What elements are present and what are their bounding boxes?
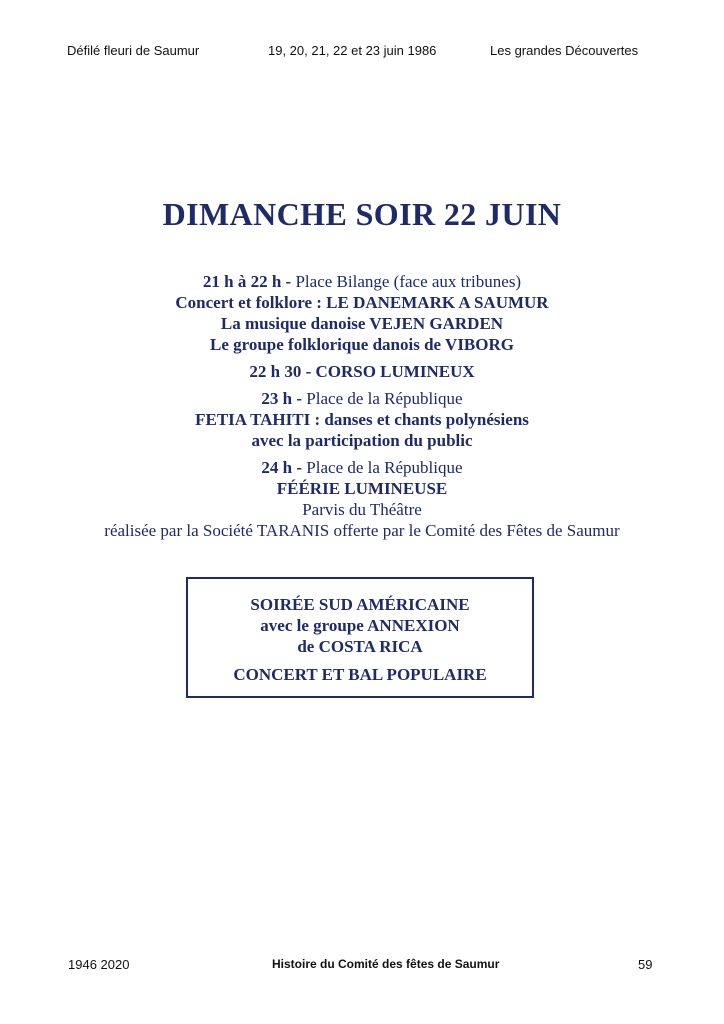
event-1-time-place <box>0 271 724 292</box>
event-1-detail-1: Concert et folklore : LE DANEMARK A SAUMUR <box>175 293 549 312</box>
event-3-time: 23 h - <box>261 389 303 408</box>
event-3-place: Place de la République <box>306 389 463 408</box>
event-3 <box>0 388 724 451</box>
special-event-line-2: avec le groupe ANNEXION <box>260 616 460 635</box>
event-4-extra-1: Parvis du Théâtre <box>302 500 422 519</box>
event-4-detail-1: FÉÉRIE LUMINEUSE <box>276 479 448 498</box>
special-event-spacing <box>188 657 532 664</box>
event-4-time: 24 h - <box>261 458 303 477</box>
footer-center-title: Histoire du Comité des fêtes de Saumur <box>272 957 500 971</box>
event-4-place: Place de la République <box>306 458 463 477</box>
event-4 <box>0 457 724 541</box>
header-date-text: 19, 20, 21, 22 et 23 juin 1986 <box>268 43 437 58</box>
footer-left-text: 1946 2020 <box>68 957 130 972</box>
page-title: DIMANCHE SOIR 22 JUIN <box>162 196 562 232</box>
event-3-detail-1: FETIA TAHITI : danses et chants polynésiens <box>195 410 529 429</box>
page-number: 59 <box>638 957 653 972</box>
event-2-title: 22 h 30 - CORSO LUMINEUX <box>249 362 475 381</box>
special-event-line-3: de COSTA RICA <box>297 637 423 656</box>
event-2 <box>0 361 724 382</box>
header-left-text: Défilé fleuri de Saumur <box>67 43 200 58</box>
special-event-box <box>186 577 534 698</box>
event-3-detail-2: avec la participation du public <box>251 431 473 450</box>
event-3-time-place <box>0 388 724 409</box>
event-4-extra-2: réalisée par la Société TARANIS offerte par le Comité des Fêtes de Saumur <box>104 521 620 540</box>
header-right-text: Les grandes Découvertes <box>490 43 639 58</box>
special-event-line-1: SOIRÉE SUD AMÉRICAINE <box>250 595 470 614</box>
event-1-detail-2: La musique danoise VEJEN GARDEN <box>220 314 504 333</box>
event-4-time-place <box>0 457 724 478</box>
event-program <box>0 271 724 547</box>
special-event-final-line: CONCERT ET BAL POPULAIRE <box>233 665 487 684</box>
event-1-time: 21 h à 22 h - <box>202 272 292 291</box>
event-1-place: Place Bilange (face aux tribunes) <box>295 272 522 291</box>
event-1-detail-3: Le groupe folklorique danois de VIBORG <box>209 335 514 354</box>
event-1 <box>0 271 724 355</box>
